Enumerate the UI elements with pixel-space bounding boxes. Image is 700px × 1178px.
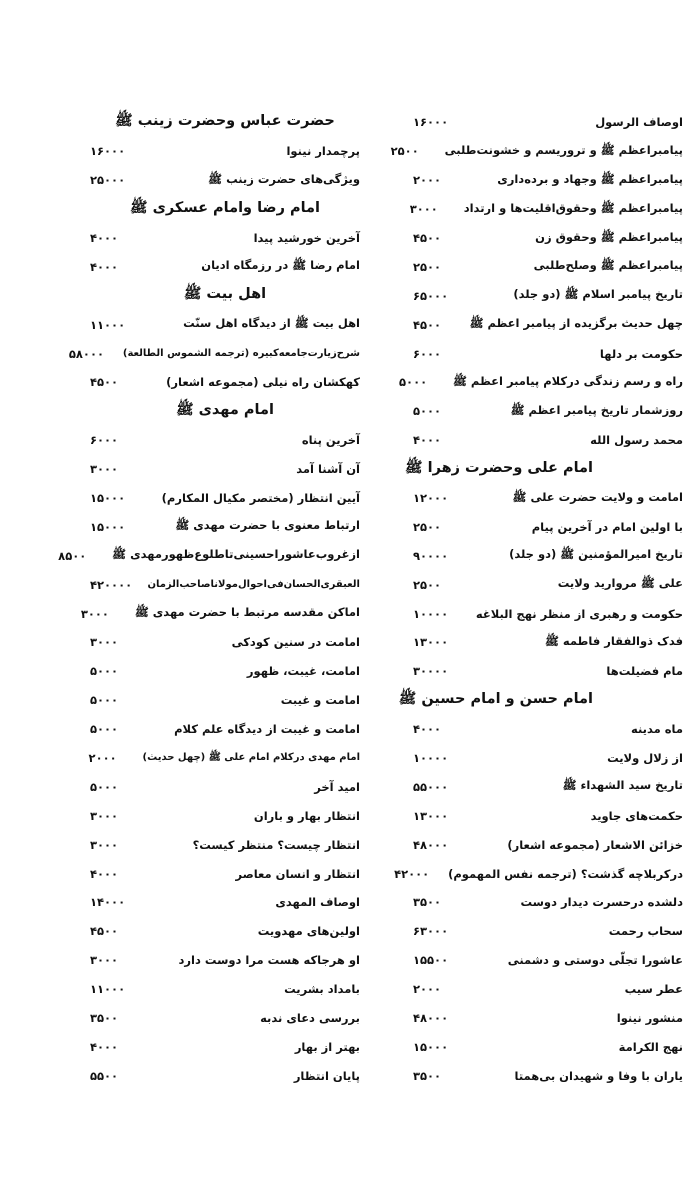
book-row <box>413 252 683 281</box>
book-price: ۱۶۰۰۰ <box>90 144 126 159</box>
book-row <box>90 686 360 715</box>
book-row <box>90 512 360 541</box>
book-row <box>394 859 683 888</box>
book-row <box>90 946 360 975</box>
book-title: نهج الکرامة <box>618 1039 683 1054</box>
book-title: پیامبراعظم ﷺ وحقوق زن <box>535 229 683 244</box>
book-title: علی ﷺ مروارید ولایت <box>557 576 683 591</box>
right-column <box>390 108 683 1090</box>
book-row <box>90 715 360 744</box>
book-price: ۵۵۰۰ <box>90 1068 119 1083</box>
book-price: ۱۱۰۰۰ <box>90 317 126 332</box>
book-price: ۶۵۰۰۰ <box>413 288 449 303</box>
book-price: ۴۵۰۰ <box>413 317 442 332</box>
book-price: ۳۰۰۰ <box>90 953 119 968</box>
book-title: امام مهدی درکلام امام علی ﷺ (چهل حدیث) <box>142 752 360 764</box>
book-title: مام فضیلت‌ها <box>606 664 683 679</box>
book-title: انتظار چیست؟ منتظر کیست؟ <box>192 837 360 852</box>
book-row <box>90 975 360 1004</box>
book-price: ۵۰۰۰ <box>90 779 119 794</box>
book-title: پرچمدار نینوا <box>286 144 360 159</box>
book-price: ۳۰۰۰۰ <box>413 664 449 679</box>
book-title: شرح‌زیارت‌جامعه‌کبیره (ترجمه الشموس الطالعة) <box>122 348 360 360</box>
book-price: ۱۶۰۰۰ <box>413 115 449 130</box>
book-title: عاشورا تجلّی دوستی و دشمنی <box>507 953 683 968</box>
book-price: ۱۴۰۰۰ <box>90 895 126 910</box>
book-title: با اولین امام در آخرین پیام <box>531 519 683 534</box>
book-row <box>90 166 360 195</box>
book-row <box>413 426 683 455</box>
book-price: ۲۵۰۰ <box>413 519 442 534</box>
book-title: روزشمار تاریخ پیامبر اعظم ﷺ <box>510 402 683 417</box>
book-price: ۱۵۰۰۰ <box>90 491 126 506</box>
book-row <box>413 541 683 570</box>
book-row <box>90 310 360 339</box>
book-title: انتظار بهار و باران <box>253 808 360 823</box>
book-row <box>90 888 360 917</box>
book-row <box>413 744 683 773</box>
book-price: ۱۳۰۰۰ <box>413 635 449 650</box>
book-price: ۳۵۰۰ <box>413 895 442 910</box>
book-row <box>90 859 360 888</box>
book-price: ۴۵۰۰ <box>90 375 119 390</box>
book-title: بهتر از بهار <box>294 1039 360 1054</box>
book-row <box>413 108 683 137</box>
book-title: از زلال ولایت <box>607 751 683 766</box>
book-row <box>413 397 683 426</box>
book-price: ۳۰۰۰ <box>90 462 119 477</box>
book-row <box>413 628 683 657</box>
book-price: ۴۰۰۰ <box>90 1039 119 1054</box>
book-price: ۵۰۰۰ <box>90 664 119 679</box>
book-row <box>90 368 360 397</box>
book-price: ۴۰۰۰ <box>90 259 119 274</box>
book-row <box>413 772 683 801</box>
book-price: ۴۵۰۰ <box>90 924 119 939</box>
book-title: امامت و غیبت <box>280 693 360 708</box>
book-price: ۴۸۰۰۰ <box>413 837 449 852</box>
book-title: عطر سیب <box>624 982 683 997</box>
book-title: انتظار و انسان معاصر <box>235 866 360 881</box>
book-row <box>413 830 683 859</box>
book-price: ۳۰۰۰ <box>80 606 109 621</box>
book-price: ۲۰۰۰ <box>413 982 442 997</box>
book-title: امامت، غیبت، ظهور <box>246 664 360 679</box>
book-price: ۱۵۵۰۰ <box>413 953 449 968</box>
book-price: ۱۵۰۰۰ <box>90 519 126 534</box>
book-row <box>413 975 683 1004</box>
book-title: امید آخر <box>314 779 360 794</box>
book-title: آن آشنا آمد <box>296 462 360 477</box>
book-title: بررسی دعای ندبه <box>260 1011 360 1026</box>
book-price: ۳۰۰۰ <box>90 808 119 823</box>
book-price: ۳۰۰۰ <box>409 202 438 217</box>
book-title: اهل بیت ﷺ از دیدگاه اهل سنّت <box>183 316 360 331</box>
book-row <box>68 339 360 368</box>
book-title: یاران با وفا و شهیدان بی‌همتا <box>514 1068 683 1083</box>
section-heading <box>90 397 360 426</box>
book-price: ۴۸۰۰۰ <box>413 1011 449 1026</box>
book-price: ۱۱۰۰۰ <box>90 982 126 997</box>
book-title: دلشده درحسرت دیدار دوست <box>520 895 683 910</box>
book-row <box>413 1004 683 1033</box>
book-price: ۱۰۰۰۰ <box>413 751 449 766</box>
book-title: پیامبراعظم ﷺ و تروریسم و خشونت‌طلبی <box>444 142 683 157</box>
book-title: اوصاف الرسول <box>595 115 683 130</box>
book-title: حکمت‌های جاوید <box>590 808 683 823</box>
book-row <box>90 455 360 484</box>
book-title: تاریخ پیامبر اسلام ﷺ (دو جلد) <box>513 287 683 302</box>
book-title: آخرین خورشید پیدا <box>253 231 360 245</box>
book-row <box>413 570 683 599</box>
section-title: امام مهدی ﷺ <box>176 401 274 418</box>
book-title: اوصاف المهدی <box>275 895 360 910</box>
book-title: پیامبراعظم ﷺ وجهاد و برده‌داری <box>497 171 683 186</box>
book-title: آیین انتظار (مختصر مکیال المکارم) <box>161 491 360 506</box>
book-price: ۸۵۰۰ <box>58 548 87 563</box>
book-row <box>413 946 683 975</box>
book-row <box>90 252 360 281</box>
book-row <box>413 1061 683 1090</box>
book-price: ۵۸۰۰۰ <box>68 346 104 361</box>
book-title: بامداد بشریت <box>284 982 360 997</box>
book-row <box>413 484 683 513</box>
book-row <box>90 137 360 166</box>
section-heading <box>90 281 360 310</box>
book-row <box>399 368 683 397</box>
book-row <box>90 426 360 455</box>
book-price: ۴۵۰۰ <box>413 231 442 245</box>
book-price: ۲۵۰۰۰ <box>90 173 126 188</box>
book-price: ۱۲۰۰۰ <box>413 491 449 506</box>
book-title: درکربلاچه گذشت؟ (ترجمه نفس المهموم) <box>448 866 683 881</box>
book-price: ۴۰۰۰ <box>90 231 119 245</box>
book-title: چهل حدیث برگزیده از پیامبر اعظم ﷺ <box>469 316 683 331</box>
book-row <box>90 1033 360 1062</box>
book-row <box>413 599 683 628</box>
book-title: امام رضا ﷺ در رزمگاه ادیان <box>201 258 360 273</box>
book-price: ۴۰۰۰ <box>413 433 442 448</box>
book-title: حکومت بر دلها <box>599 346 683 361</box>
book-row <box>413 310 683 339</box>
book-price: ۱۰۰۰۰ <box>413 606 449 621</box>
book-price: ۱۵۰۰۰ <box>413 1039 449 1054</box>
book-title: پیامبراعظم ﷺ وصلح‌طلبی <box>533 258 683 273</box>
section-title: امام حسن و امام حسین ﷺ <box>398 690 593 707</box>
book-row <box>413 224 683 253</box>
book-row <box>413 888 683 917</box>
book-price: ۳۵۰۰ <box>90 1011 119 1026</box>
book-row <box>90 801 360 830</box>
section-title: امام علی وحضرت زهرا ﷺ <box>405 459 593 476</box>
book-row <box>90 1004 360 1033</box>
book-price: ۶۰۰۰ <box>413 346 442 361</box>
book-row <box>413 715 683 744</box>
section-title: حضرت عباس وحضرت زینب ﷺ <box>115 112 335 129</box>
book-title: امامت و ولایت حضرت علی ﷺ <box>512 489 683 504</box>
book-price: ۵۰۰۰ <box>413 404 442 419</box>
book-price: ۵۰۰۰ <box>399 375 428 390</box>
left-column <box>58 108 360 1090</box>
book-price: ۵۰۰۰ <box>90 722 119 737</box>
book-row <box>90 1061 360 1090</box>
book-title: اولین‌های مهدویت <box>257 924 360 939</box>
section-heading <box>90 195 360 224</box>
book-row <box>58 541 360 570</box>
book-title: آخرین پناه <box>301 433 360 448</box>
book-price: ۵۵۰۰۰ <box>413 779 449 794</box>
book-row <box>90 484 360 513</box>
book-title: اماکن مقدسه مرتبط با حضرت مهدی ﷺ <box>134 605 360 620</box>
book-price: ۶۳۰۰۰ <box>413 924 449 939</box>
section-heading <box>90 108 360 137</box>
book-title: العبقری‌الحسان‌فی‌احوال‌مولاناصاحب‌الزمان <box>147 579 360 591</box>
book-price: ۳۵۰۰ <box>413 1068 442 1083</box>
book-row <box>90 657 360 686</box>
book-row <box>90 917 360 946</box>
book-title: محمد رسول الله <box>590 433 683 448</box>
book-row <box>413 1033 683 1062</box>
book-title: تاریخ سید الشهداء ﷺ <box>562 778 683 793</box>
book-price: ۴۲۰۰۰ <box>394 866 430 881</box>
book-price: ۲۵۰۰ <box>390 144 419 159</box>
book-row <box>413 166 683 195</box>
book-title: او هرجاکه هست مرا دوست دارد <box>178 953 360 968</box>
book-title: منشور نینوا <box>616 1011 683 1026</box>
book-title: کهکشان راه نیلی (مجموعه اشعار) <box>166 375 360 390</box>
book-row <box>413 512 683 541</box>
book-row <box>90 744 360 773</box>
book-row <box>90 830 360 859</box>
book-title: سحاب رحمت <box>608 924 683 939</box>
book-title: راه و رسم زندگی درکلام پیامبر اعظم ﷺ <box>453 373 683 388</box>
book-price: ۲۵۰۰ <box>413 577 442 592</box>
book-row <box>413 281 683 310</box>
book-title: ویژگی‌های حضرت زینب ﷺ <box>208 171 360 186</box>
book-title: خزائن الاشعار (مجموعه اشعار) <box>507 837 683 852</box>
book-title: امامت در سنین کودکی <box>231 635 360 650</box>
book-price: ۹۰۰۰۰ <box>413 548 449 563</box>
book-title: فدک ذوالفقار فاطمه ﷺ <box>544 633 683 648</box>
section-heading <box>405 455 683 484</box>
book-title: امامت و غیبت از دیدگاه علم کلام <box>174 722 360 737</box>
book-price: ۵۰۰۰ <box>90 693 119 708</box>
book-title: پایان انتظار <box>293 1068 360 1083</box>
book-row <box>390 137 683 166</box>
section-title: امام رضا وامام عسکری ﷺ <box>130 199 320 216</box>
book-row <box>409 195 683 224</box>
book-price: ۲۰۰۰ <box>413 173 442 188</box>
book-price: ۳۰۰۰ <box>90 837 119 852</box>
book-row <box>90 570 360 599</box>
book-price: ۱۳۰۰۰ <box>413 808 449 823</box>
book-price: ۶۰۰۰ <box>90 433 119 448</box>
book-price: ۴۰۰۰ <box>90 866 119 881</box>
book-title: ارتباط معنوی با حضرت مهدی ﷺ <box>175 518 360 533</box>
book-row <box>413 801 683 830</box>
book-title: تاریخ امیرالمؤمنین ﷺ (دو جلد) <box>509 547 683 562</box>
book-row <box>90 628 360 657</box>
book-row <box>413 339 683 368</box>
book-row <box>90 224 360 253</box>
book-price: ۴۰۰۰ <box>413 722 442 737</box>
book-title: ازغروب‌عاشوراحسینی‌تاطلوع‌ظهورمهدی ﷺ <box>112 547 360 562</box>
section-heading <box>398 686 683 715</box>
book-title: حکومت و رهبری از منظر نهج البلاغه <box>475 606 683 621</box>
book-price: ۲۵۰۰ <box>413 259 442 274</box>
book-price: ۲۰۰۰ <box>88 751 117 766</box>
book-row <box>80 599 360 628</box>
book-title: پیامبراعظم ﷺ وحقوق‌اقلیت‌ها و ارتداد <box>463 200 683 215</box>
book-price: ۴۲۰۰۰۰ <box>90 577 133 592</box>
book-title: ماه مدینه <box>631 722 683 737</box>
book-row <box>413 917 683 946</box>
section-title: اهل بیت ﷺ <box>183 286 267 303</box>
book-price: ۳۰۰۰ <box>90 635 119 650</box>
book-row <box>90 772 360 801</box>
book-row <box>413 657 683 686</box>
